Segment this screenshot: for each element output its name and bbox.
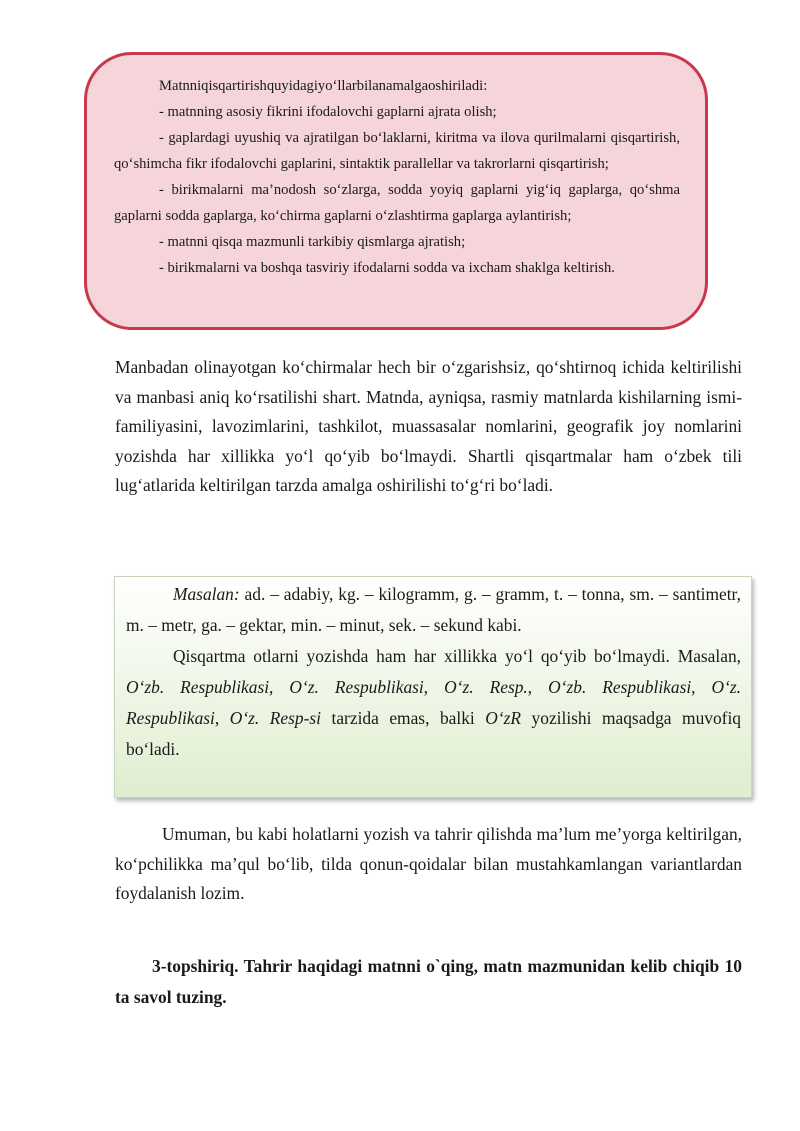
variant-3: O‘z. Resp. <box>444 677 528 697</box>
callout-item-5: - birikmalarni va boshqa tasviriy ifodalarni sodda va ixcham shaklga keltirish. <box>159 260 615 276</box>
callout-heading: Matnniqisqartirishquyidagiyo‘llarbilanamalgaoshiriladi: <box>159 78 488 94</box>
variant-6: O‘z. Resp-si <box>229 708 321 728</box>
separator: , <box>423 677 445 697</box>
example-label: Masalan: <box>173 584 240 604</box>
variant-5: O‘z. Respublikasi <box>126 677 741 728</box>
body-paragraph-norms: Umuman, bu kabi holatlarni yozish va tahrir qilishda ma’lum me’yorga keltirilgan, ko‘pchilikka ma’qul bo‘lib, tilda qonun-qoidalar bilan mustahkamlangan variantlardan foydalanish lozim. <box>115 824 742 903</box>
callout-item-4: - matnni qisqa mazmunli tarkibiy qismlarga ajratish; <box>159 234 466 250</box>
callout-item-1: - matnning asosiy fikrini ifodalovchi gaplarni ajrata olish; <box>159 104 497 120</box>
separator: , <box>691 677 712 697</box>
separator: , <box>214 708 230 728</box>
callout-item-3: - birikmalarni ma’nodosh so‘zlarga, sodda yoyiq gaplarni yig‘iq gaplarga, qo‘shma gaplarni sodda gaplarga, ko‘chirma gaplarni o‘zlashtirma gaplarga aylantirish; <box>114 182 680 224</box>
compound-abbreviation-note <box>126 641 741 765</box>
abbreviation-examples <box>126 579 741 641</box>
variant-correct: O‘zR <box>485 708 522 728</box>
callout-item-2: - gaplardagi uyushiq va ajratilgan bo‘laklarni, kiritma va ilova qurilmalarni qisqartirish, qo‘shimcha fikr ifodalovchi gaplarini, sintaktik parallellar va takrorlarni qisqartirish; <box>114 130 680 172</box>
note-end: yozilishi maqsadga muvofiq bo‘ladi. <box>126 708 741 759</box>
methods-callout-box <box>84 52 708 330</box>
examples-box <box>114 576 752 798</box>
body-paragraph-quotes: Manbadan olinayotgan ko‘chirmalar hech bir o‘zgarishsiz, qo‘shtirnoq ichida keltirilishi va manbasi aniq ko‘rsatilishi shart. Matnda, ayniqsa, rasmiy matnlarda kishilarning ismi-familiyasini, lavozimlarini, tashkilot, muassasalar nomlarini, geografik joy nomlarini yozishda har xillikka yo‘l qo‘yib bo‘lmaydi. Shartli qisqartmalar ham o‘zbek tili lug‘atlarida keltirilgan tarzda amalga oshirilishi to‘g‘ri bo‘ladi. <box>115 357 742 495</box>
example-text: ad. – adabiy, kg. – kilogramm, g. – gramm, t. – tonna, sm. – santimetr, m. – metr, ga. – gektar, min. – minut, sek. – sekund kabi. <box>126 584 741 635</box>
separator: , <box>269 677 290 697</box>
variant-2: O‘z. Respublikasi <box>289 677 424 697</box>
note-middle: tarzida emas, balki <box>320 708 486 728</box>
task-heading: 3-topshiriq. Tahrir haqidagi matnni o`qing, matn mazmunidan kelib chiqib 10 ta savol tuzing. <box>115 956 742 1007</box>
separator: , <box>527 677 549 697</box>
variant-1: O‘zb. Respublikasi <box>126 677 270 697</box>
variant-4: O‘zb. Respublikasi <box>548 677 692 697</box>
note-start: Qisqartma otlarni yozishda ham har xillikka yo‘l qo‘yib bo‘lmaydi. Masalan, <box>173 646 741 666</box>
